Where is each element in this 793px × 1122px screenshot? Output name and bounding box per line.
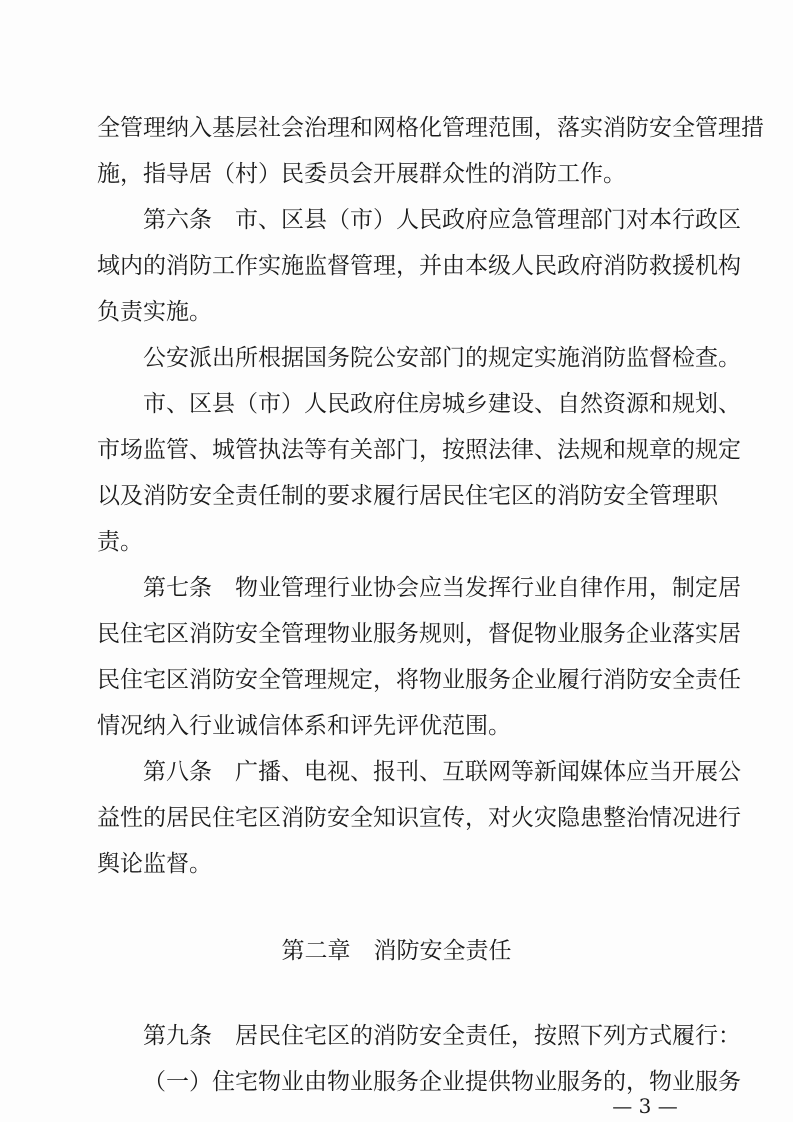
text-line: 域内的消防工作实施监督管理，并由本级人民政府消防救援机构 [97,253,741,279]
article-7-line: 第七条 物业管理行业协会应当发挥行业自律作用，制定居 [143,575,741,601]
text-line: 全管理纳入基层社会治理和网格化管理范围，落实消防安全管理措 [97,115,764,141]
text-line: 施，指导居（村）民委员会开展群众性的消防工作。 [97,161,626,187]
article-8-line: 第八条 广播、电视、报刊、互联网等新闻媒体应当开展公 [143,759,741,785]
text-line: 市、区县（市）人民政府住房城乡建设、自然资源和规划、 [143,391,741,417]
text-line: 市场监管、城管执法等有关部门，按照法律、法规和规章的规定 [97,437,741,463]
text-line: 负责实施。 [97,299,212,325]
text-line: 民住宅区消防安全管理规定，将物业服务企业履行消防安全责任 [97,667,741,693]
text-line: 公安派出所根据国务院公安部门的规定实施消防监督检查。 [143,345,741,371]
text-line: 舆论监督。 [97,851,212,877]
chapter-heading: 第二章 消防安全责任 [281,938,512,964]
text-line: 以及消防安全责任制的要求履行居民住宅区的消防安全管理职 [97,483,718,509]
text-line: 益性的居民住宅区消防安全知识宣传，对火灾隐患整治情况进行 [97,805,741,831]
text-line: 责。 [97,529,143,555]
text-line: （一）住宅物业由物业服务企业提供物业服务的，物业服务 [143,1069,741,1095]
page-number: — 3 — [612,1094,678,1118]
article-9-line: 第九条 居民住宅区的消防安全责任，按照下列方式履行： [143,1023,741,1049]
text-line: 民住宅区消防安全管理物业服务规则，督促物业服务企业落实居 [97,621,741,647]
article-6-line: 第六条 市、区县（市）人民政府应急管理部门对本行政区 [143,207,741,233]
text-line: 情况纳入行业诚信体系和评先评优范围。 [97,713,511,739]
